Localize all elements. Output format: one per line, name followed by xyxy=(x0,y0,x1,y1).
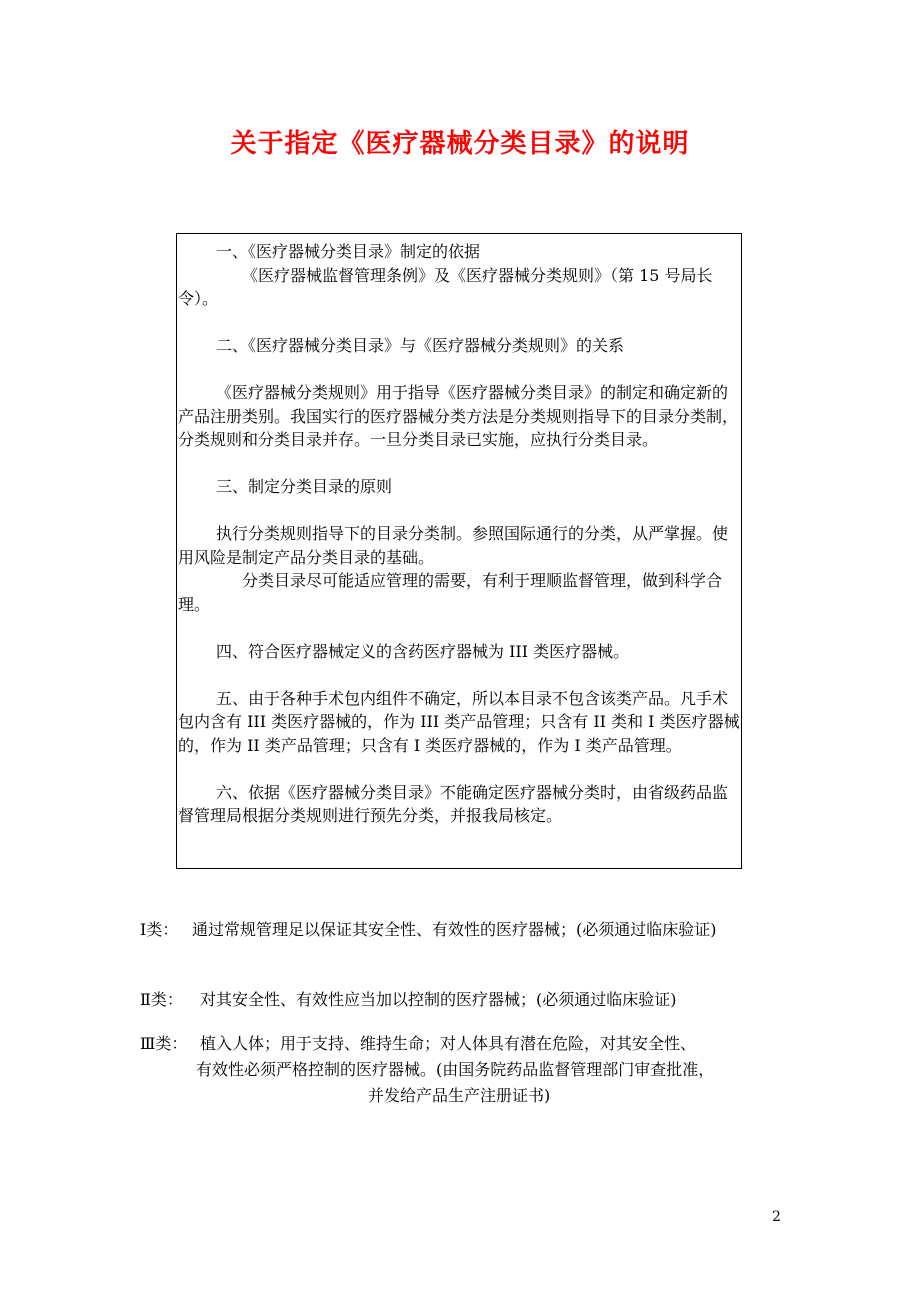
class-1-text: 通过常规管理足以保证其安全性、有效性的医疗器械；(必须通过临床验证) xyxy=(192,920,717,939)
class-2-label: Ⅱ类： xyxy=(140,990,183,1009)
section-3-body-1: 执行分类规则指导下的目录分类制。参照国际通行的分类，从严掌握。使用风险是制定产品分类目录的基础。 xyxy=(178,524,729,567)
section-2-body: 《医疗器械分类规则》用于指导《医疗器械分类目录》的制定和确定新的产品注册类别。我国实行的医疗器械分类方法是分类规则指导下的目录分类制，分类规则和分类目录并存。一旦分类目录已实施，应执行分类目录。 xyxy=(178,383,739,449)
page-number: 2 xyxy=(772,1209,781,1225)
section-6: 六、依据《医疗器械分类目录》不能确定医疗器械分类时，由省级药品监督管理局根据分类规则进行预先分类，并报我局核定。 xyxy=(178,782,729,825)
document-title: 关于指定《医疗器械分类目录》的说明 xyxy=(230,129,690,159)
class-1-label: Ⅰ类： xyxy=(140,920,179,939)
section-1-heading: 一、《医疗器械分类目录》制定的依据 xyxy=(216,242,481,261)
class-2-text: 对其安全性、有效性应当加以控制的医疗器械；(必须通过临床验证) xyxy=(200,990,677,1009)
section-3-heading: 三、制定分类目录的原则 xyxy=(216,477,393,496)
class-3-label: Ⅲ类： xyxy=(140,1034,188,1053)
class-2-item xyxy=(140,987,790,1013)
section-1-body: 《医疗器械监督管理条例》及《医疗器械分类规则》（第 15 号局长令）。 xyxy=(178,265,713,308)
section-5: 五、由于各种手术包内组件不确定，所以本目录不包含该类产品。凡手术包内含有 III 类医疗器械的，作为 III 类产品管理；只含有 II 类和 I 类医疗器械的，作为 II 类产品管理；只含有 I 类医疗器械的，作为 I 类产品管理。 xyxy=(178,688,740,755)
section-2-heading: 二、《医疗器械分类目录》与《医疗器械分类规则》的关系 xyxy=(216,336,625,355)
explanation-box xyxy=(176,233,742,869)
section-3-body-2: 分类目录尽可能适应管理的需要，有利于理顺监督管理，做到科学合理。 xyxy=(178,571,723,614)
section-4: 四、符合医疗器械定义的含药医疗器械为 III 类医疗器械。 xyxy=(216,641,630,661)
class-3-item xyxy=(140,1031,790,1109)
class-3-line-2: 有效性必须严格控制的医疗器械。(由国务院药品监督管理部门审查批准， xyxy=(196,1060,715,1079)
class-3-line-3: 并发给产品生产注册证书) xyxy=(368,1086,551,1105)
class-1-item xyxy=(140,917,790,943)
class-3-line-1: 植入人体；用于支持、维持生命；对人体具有潜在危险，对其安全性、 xyxy=(200,1034,697,1053)
